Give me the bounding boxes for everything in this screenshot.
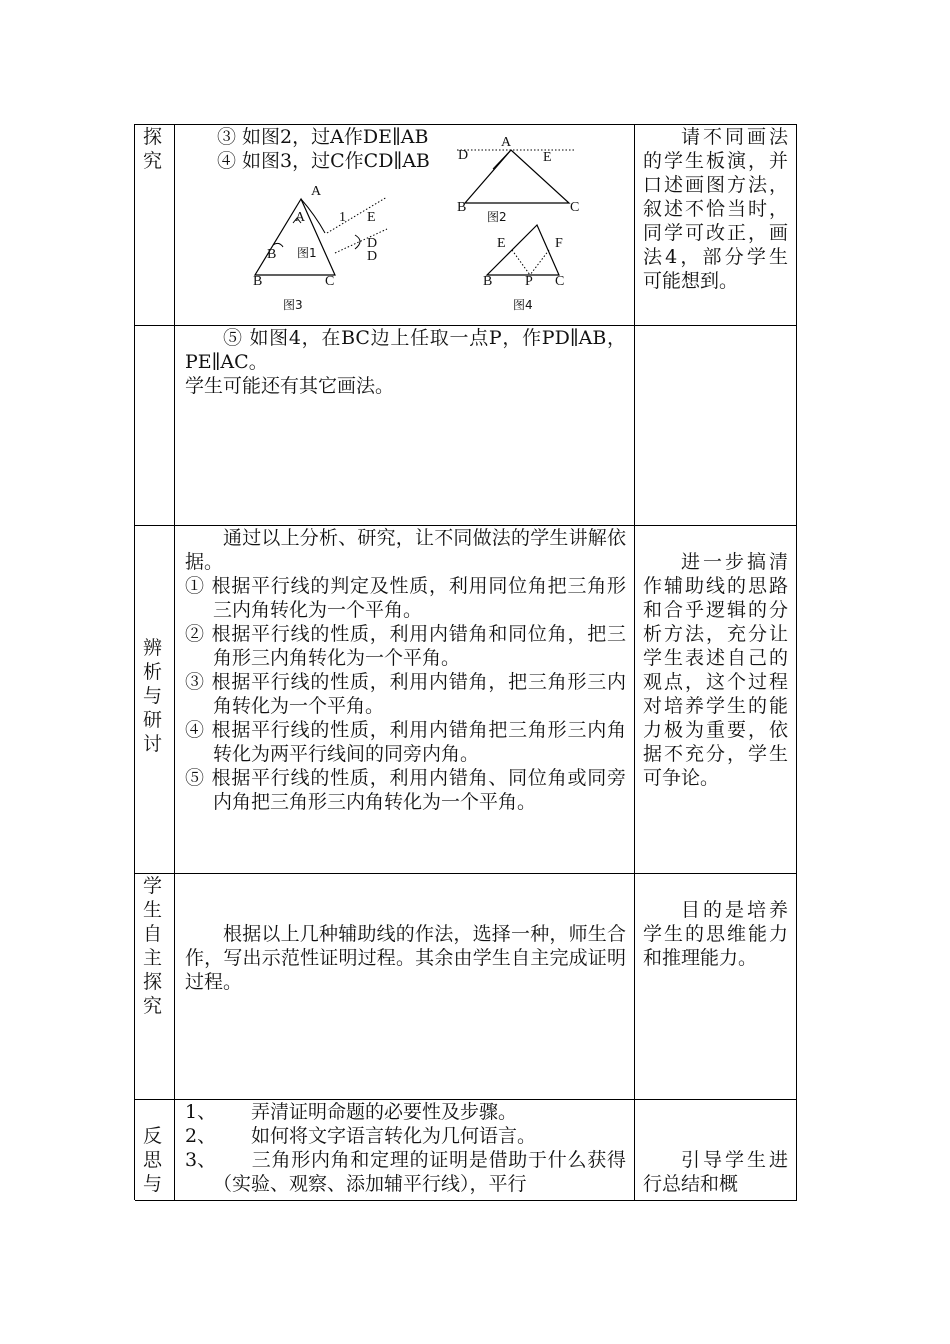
- fig2-label-a: A: [501, 135, 512, 150]
- row-label: 探究: [143, 126, 163, 172]
- analysis-item-2: ② 根据平行线的性质，利用内错角和同位角，把三角形三内角转化为一个平角。: [185, 623, 626, 669]
- figure-4: [483, 225, 564, 312]
- row-label-cell: [135, 125, 175, 325]
- note-cell: [635, 125, 797, 325]
- figure-1-and-3: [253, 184, 387, 312]
- reflection-num: 2、: [185, 1125, 217, 1147]
- reflection-text: 如何将文字语言转化为几何语言。: [251, 1125, 537, 1147]
- reflection-text: 三角形内角和定理的证明是借助于什么获得（实验、观察、添加辅平行线），平行: [213, 1149, 626, 1195]
- method-4-text: ④ 如图3，过C作CD∥AB: [217, 150, 430, 172]
- analysis-item-4: ④ 根据平行线的性质，利用内错角把三角形三内角转化为两平行线间的同旁内角。: [185, 719, 626, 765]
- note-cell: [635, 1100, 797, 1200]
- fig4-label-e: E: [497, 236, 506, 251]
- fig2-label-d: D: [458, 148, 469, 163]
- note-cell: [635, 874, 797, 1099]
- fig4-label-f: F: [555, 236, 563, 251]
- analysis-intro: 通过以上分析、研究，让不同做法的学生讲解依据。: [185, 527, 626, 573]
- reflection-num: 1、: [185, 1101, 217, 1123]
- note-cell: [635, 526, 797, 873]
- method-3-text: ③ 如图2，过A作DE∥AB: [217, 126, 429, 148]
- method-5-text: ⑤ 如图4，在BC边上任取一点P，作PD∥AB，PE∥AC。: [185, 327, 626, 373]
- fig1-label-a: A: [295, 210, 306, 225]
- analysis-item-1: ① 根据平行线的判定及性质，利用同位角把三角形三内角转化为一个平角。: [185, 575, 626, 621]
- reflection-text: 弄清证明命题的必要性及步骤。: [251, 1101, 518, 1123]
- fig1-label-b: B: [267, 247, 277, 262]
- row-label-cell: [135, 874, 175, 1099]
- lesson-table: [134, 124, 797, 1200]
- row-label: 学生自主探究: [143, 875, 163, 1017]
- table-row: [135, 1100, 797, 1201]
- note-cell: [635, 326, 797, 525]
- fig1-label-e: E: [367, 210, 376, 225]
- reflection-item-2: [185, 1124, 626, 1148]
- fig2-label-c: C: [570, 200, 580, 215]
- fig4-label-p: P: [525, 274, 533, 289]
- reflection-item-1: [185, 1100, 626, 1124]
- row-label: 反思与: [143, 1125, 163, 1195]
- fig4-label-b: B: [483, 274, 493, 289]
- fig4-label-c: C: [555, 274, 565, 289]
- fig1-angle-1: 1: [339, 210, 346, 225]
- fig1-label-d: D: [367, 236, 378, 251]
- row-label: 辨析与研讨: [143, 637, 163, 755]
- table-row: [135, 874, 797, 1100]
- teaching-note: 请不同画法的学生板演，并口述画图方法，叙述不恰当时，同学可改正，画法4，部分学生可能想到。: [643, 126, 788, 292]
- fig2-caption: 图2: [487, 210, 507, 224]
- teaching-note: 目的是培养学生的思维能力和推理能力。: [643, 899, 788, 969]
- figure-2: [457, 135, 579, 224]
- analysis-item-3: ③ 根据平行线的性质，利用内错角，把三角形三内角转化为一个平角。: [185, 671, 626, 717]
- content-cell: [175, 526, 635, 873]
- content-cell: [175, 874, 635, 1099]
- fig3-label-b: B: [253, 274, 263, 289]
- teaching-note: 进一步搞清作辅助线的思路和合乎逻辑的分析方法，充分让学生表述自己的观点，这个过程对培养学生的能力极为重要，依据不充分，学生可争论。: [643, 551, 788, 789]
- row-label-cell: [135, 526, 175, 873]
- table-row: [135, 526, 797, 874]
- fig2-label-b: B: [457, 200, 467, 215]
- figures-diagram: [175, 125, 635, 325]
- table-row: [135, 326, 797, 526]
- fig3-label-d: D: [367, 249, 378, 264]
- table-row: [135, 125, 797, 326]
- analysis-item-5: ⑤ 根据平行线的性质，利用内错角、同位角或同旁内角把三角形三内角转化为一个平角。: [185, 767, 626, 813]
- reflection-item-3: [185, 1148, 626, 1196]
- self-study-text: 根据以上几种辅助线的作法，选择一种，师生合作，写出示范性证明过程。其余由学生自主完成证明过程。: [185, 923, 626, 993]
- fig3-caption: 图3: [283, 298, 303, 312]
- row-label-cell: [135, 326, 175, 525]
- fig1-caption: 图1: [297, 246, 317, 260]
- content-cell: [175, 326, 635, 525]
- teaching-note: 引导学生进行总结和概: [643, 1149, 788, 1195]
- row-label-cell: [135, 1100, 175, 1200]
- fig3-label-a: A: [311, 184, 322, 199]
- fig3-label-c: C: [325, 274, 335, 289]
- reflection-num: 3、: [185, 1149, 217, 1171]
- fig2-label-e: E: [543, 150, 552, 165]
- content-cell: [175, 1100, 635, 1200]
- other-methods-text: 学生可能还有其它画法。: [185, 375, 395, 397]
- fig4-caption: 图4: [513, 298, 533, 312]
- content-cell: [175, 125, 635, 325]
